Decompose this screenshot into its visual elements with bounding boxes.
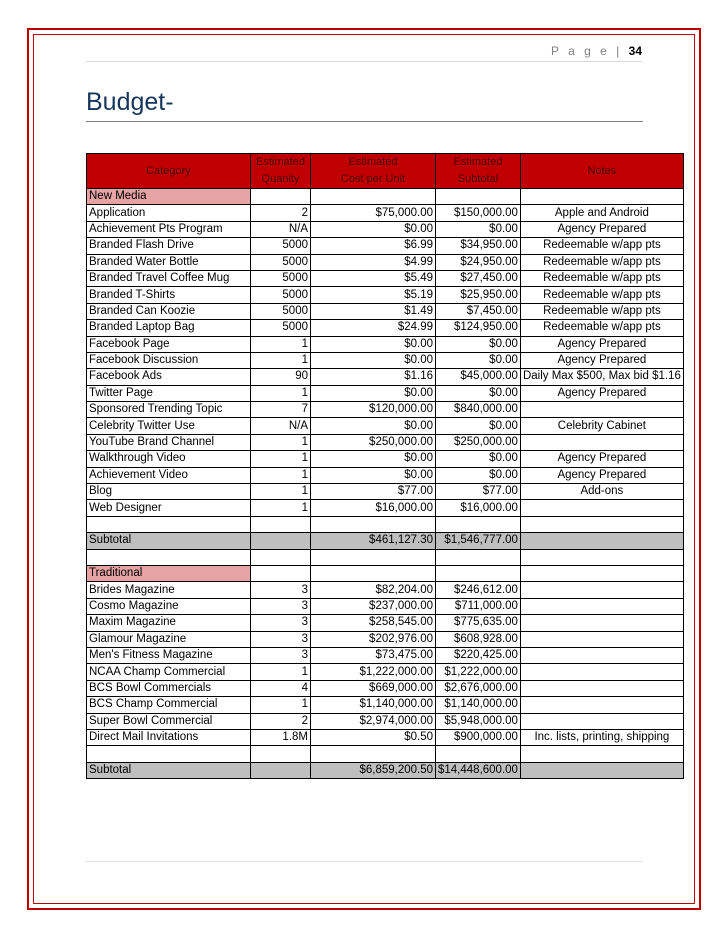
blank-cell [87,549,251,565]
cell-quantity: 90 [251,369,311,385]
cell-subtotal: $250,000.00 [436,434,521,450]
cell-quantity: 1.8M [251,729,311,745]
cell-cost: $77.00 [311,484,436,500]
cell-category: Facebook Discussion [87,352,251,368]
column-header-cost [311,154,436,189]
cell-quantity: 1 [251,434,311,450]
cell-notes [520,697,683,713]
column-header-line: Quanity [261,173,300,185]
table-row [87,664,684,680]
cell-cost: $2,974,000.00 [311,713,436,729]
cell-subtotal: $5,948,000.00 [436,713,521,729]
cell-cost: $0.00 [311,451,436,467]
cell-category: Branded Can Koozie [87,303,251,319]
cell-subtotal: $246,612.00 [436,582,521,598]
table-row [87,713,684,729]
table-row [87,697,684,713]
cell-notes: Redeemable w/app pts [520,303,683,319]
table-row [87,418,684,434]
blank-cell [311,189,436,205]
cell-quantity: 4 [251,680,311,696]
cell-notes: Agency Prepared [520,385,683,401]
table-row [87,205,684,221]
cell-notes [520,598,683,614]
cell-quantity: 1 [251,451,311,467]
cell-notes [520,713,683,729]
cell-subtotal: $7,450.00 [436,303,521,319]
cell-notes: Agency Prepared [520,336,683,352]
cell-subtotal: $16,000.00 [436,500,521,516]
cell-notes [520,402,683,418]
cell-cost: $0.00 [311,352,436,368]
table-row [87,484,684,500]
table-row [87,615,684,631]
cell-cost: $82,204.00 [311,582,436,598]
cell-subtotal: $0.00 [436,221,521,237]
section-title: New Media [87,189,251,205]
cell-subtotal: $24,950.00 [436,254,521,270]
table-row [87,270,684,286]
cell-notes: Add-ons [520,484,683,500]
cell-category: Facebook Page [87,336,251,352]
cell-cost: $669,000.00 [311,680,436,696]
cell-notes: Agency Prepared [520,221,683,237]
header-rule [86,61,642,62]
cell-cost: $73,475.00 [311,647,436,663]
cell-quantity: 5000 [251,303,311,319]
cell-category: Men's Fitness Magazine [87,647,251,663]
subtotal-row [87,762,684,778]
cell-subtotal: $27,450.00 [436,270,521,286]
cell-cost: $0.00 [311,467,436,483]
subtotal-cost: $6,859,200.50 [311,762,436,778]
cell-cost: $5.49 [311,270,436,286]
cell-cost: $258,545.00 [311,615,436,631]
cell-category: Branded T-Shirts [87,287,251,303]
blank-cell [311,746,436,762]
cell-category: Facebook Ads [87,369,251,385]
blank-cell [436,516,521,532]
cell-category: Direct Mail Invitations [87,729,251,745]
cell-cost: $250,000.00 [311,434,436,450]
cell-cost: $4.99 [311,254,436,270]
cell-cost: $16,000.00 [311,500,436,516]
cell-subtotal: $840,000.00 [436,402,521,418]
blank-cell [520,746,683,762]
cell-quantity: 5000 [251,287,311,303]
cell-quantity: 3 [251,647,311,663]
cell-category: Blog [87,484,251,500]
table-row [87,467,684,483]
blank-cell [87,516,251,532]
cell-category: Achievement Pts Program [87,221,251,237]
cell-notes [520,680,683,696]
cell-category: Celebrity Twitter Use [87,418,251,434]
subtotal-total: $1,546,777.00 [436,533,521,549]
table-row [87,631,684,647]
cell-notes: Celebrity Cabinet [520,418,683,434]
blank-cell [311,516,436,532]
cell-notes: Redeemable w/app pts [520,320,683,336]
cell-quantity: N/A [251,418,311,434]
cell-category: YouTube Brand Channel [87,434,251,450]
cell-cost: $75,000.00 [311,205,436,221]
cell-quantity: 3 [251,582,311,598]
cell-category: Brides Magazine [87,582,251,598]
cell-quantity: 1 [251,664,311,680]
blank-cell [436,189,521,205]
budget-table-body [87,154,684,779]
cell-category: Branded Travel Coffee Mug [87,270,251,286]
blank-cell [520,565,683,581]
cell-category: Application [87,205,251,221]
cell-subtotal: $0.00 [436,467,521,483]
column-header-line: Subtotal [457,173,499,185]
blank-cell [251,762,311,778]
page-label: P a g e [551,44,610,58]
cell-cost: $1,140,000.00 [311,697,436,713]
cell-notes: Redeemable w/app pts [520,270,683,286]
cell-subtotal: $1,222,000.00 [436,664,521,680]
cell-category: Sponsored Trending Topic [87,402,251,418]
blank-cell [87,746,251,762]
cell-quantity: 5000 [251,238,311,254]
cell-notes: Redeemable w/app pts [520,238,683,254]
cell-subtotal: $25,950.00 [436,287,521,303]
cell-notes [520,647,683,663]
cell-quantity: 7 [251,402,311,418]
cell-category: Branded Water Bottle [87,254,251,270]
table-row [87,238,684,254]
cell-cost: $237,000.00 [311,598,436,614]
cell-notes [520,615,683,631]
column-header-subtotal [436,154,521,189]
section-row [87,189,684,205]
blank-cell [251,549,311,565]
cell-cost: $5.19 [311,287,436,303]
cell-quantity: 1 [251,336,311,352]
cell-category: Branded Laptop Bag [87,320,251,336]
table-row [87,336,684,352]
cell-notes [520,500,683,516]
section-row [87,565,684,581]
cell-notes: Agency Prepared [520,352,683,368]
cell-notes: Daily Max $500, Max bid $1.16 [520,369,683,385]
budget-table [86,153,684,779]
blank-cell [520,549,683,565]
cell-category: Walkthrough Video [87,451,251,467]
cell-subtotal: $0.00 [436,418,521,434]
blank-cell [520,762,683,778]
cell-subtotal: $77.00 [436,484,521,500]
table-row [87,451,684,467]
table-row [87,303,684,319]
cell-quantity: 1 [251,500,311,516]
cell-cost: $1,222,000.00 [311,664,436,680]
cell-subtotal: $0.00 [436,451,521,467]
cell-quantity: N/A [251,221,311,237]
cell-subtotal: $711,000.00 [436,598,521,614]
cell-notes [520,582,683,598]
cell-notes: Agency Prepared [520,451,683,467]
cell-category: Maxim Magazine [87,615,251,631]
footer-rule [86,861,642,862]
cell-category: Branded Flash Drive [87,238,251,254]
title-rule [86,121,643,122]
blank-row [87,516,684,532]
cell-quantity: 1 [251,697,311,713]
page-separator: | [616,44,623,58]
table-row [87,352,684,368]
cell-quantity: 1 [251,484,311,500]
table-row [87,729,684,745]
blank-cell [520,189,683,205]
table-row [87,221,684,237]
cell-cost: $0.50 [311,729,436,745]
blank-cell [520,516,683,532]
cell-quantity: 2 [251,713,311,729]
table-header-row [87,154,684,189]
table-row [87,369,684,385]
table-row [87,254,684,270]
cell-cost: $120,000.00 [311,402,436,418]
table-row [87,680,684,696]
cell-category: BCS Champ Commercial [87,697,251,713]
subtotal-total: $14,448,600.00 [436,762,521,778]
page-header [551,44,642,58]
column-header-line: Cost per Unit [340,173,406,185]
cell-cost: $202,976.00 [311,631,436,647]
cell-cost: $24.99 [311,320,436,336]
column-header-line: Estimated [256,156,305,168]
cell-quantity: 5000 [251,254,311,270]
cell-quantity: 5000 [251,320,311,336]
column-header-quantity [251,154,311,189]
cell-category: BCS Bowl Commercials [87,680,251,696]
blank-cell [251,746,311,762]
blank-cell [311,565,436,581]
cell-subtotal: $124,950.00 [436,320,521,336]
column-header-notes: Notes [520,154,683,189]
cell-subtotal: $775,635.00 [436,615,521,631]
cell-notes: Inc. lists, printing, shipping [520,729,683,745]
cell-quantity: 3 [251,615,311,631]
subtotal-row [87,533,684,549]
cell-category: Twitter Page [87,385,251,401]
cell-cost: $0.00 [311,336,436,352]
table-row [87,598,684,614]
table-row [87,434,684,450]
cell-subtotal: $1,140,000.00 [436,697,521,713]
cell-cost: $1.16 [311,369,436,385]
subtotal-cost: $461,127.30 [311,533,436,549]
cell-category: Web Designer [87,500,251,516]
table-row [87,287,684,303]
cell-subtotal: $0.00 [436,336,521,352]
table-row [87,582,684,598]
cell-subtotal: $2,676,000.00 [436,680,521,696]
table-row [87,500,684,516]
cell-subtotal: $34,950.00 [436,238,521,254]
cell-quantity: 3 [251,631,311,647]
cell-quantity: 2 [251,205,311,221]
blank-cell [251,516,311,532]
cell-cost: $1.49 [311,303,436,319]
cell-subtotal: $900,000.00 [436,729,521,745]
blank-cell [520,533,683,549]
cell-subtotal: $0.00 [436,352,521,368]
cell-notes: Redeemable w/app pts [520,287,683,303]
cell-cost: $0.00 [311,385,436,401]
cell-notes [520,631,683,647]
cell-quantity: 5000 [251,270,311,286]
cell-notes: Agency Prepared [520,467,683,483]
cell-quantity: 1 [251,352,311,368]
subtotal-label: Subtotal [87,533,251,549]
cell-category: Glamour Magazine [87,631,251,647]
cell-notes: Apple and Android [520,205,683,221]
blank-cell [251,189,311,205]
table-row [87,385,684,401]
section-title: Traditional [87,565,251,581]
table-row [87,402,684,418]
cell-subtotal: $45,000.00 [436,369,521,385]
blank-cell [436,549,521,565]
page-title: Budget- [86,88,174,116]
table-row [87,320,684,336]
cell-quantity: 1 [251,385,311,401]
cell-subtotal: $0.00 [436,385,521,401]
blank-row [87,549,684,565]
cell-subtotal: $220,425.00 [436,647,521,663]
table-row [87,647,684,663]
blank-cell [436,746,521,762]
cell-cost: $6.99 [311,238,436,254]
cell-category: NCAA Champ Commercial [87,664,251,680]
cell-cost: $0.00 [311,418,436,434]
blank-cell [251,533,311,549]
column-header-line: Estimated [453,156,503,168]
cell-notes [520,434,683,450]
cell-quantity: 1 [251,467,311,483]
column-header-line: Estimated [348,156,398,168]
cell-category: Super Bowl Commercial [87,713,251,729]
blank-cell [311,549,436,565]
blank-cell [251,565,311,581]
blank-cell [436,565,521,581]
cell-subtotal: $150,000.00 [436,205,521,221]
subtotal-label: Subtotal [87,762,251,778]
cell-notes: Redeemable w/app pts [520,254,683,270]
cell-subtotal: $608,928.00 [436,631,521,647]
column-header-category: Category [87,154,251,189]
cell-notes [520,664,683,680]
cell-cost: $0.00 [311,221,436,237]
blank-row [87,746,684,762]
cell-category: Cosmo Magazine [87,598,251,614]
cell-category: Achievement Video [87,467,251,483]
cell-quantity: 3 [251,598,311,614]
page-number: 34 [628,44,642,58]
